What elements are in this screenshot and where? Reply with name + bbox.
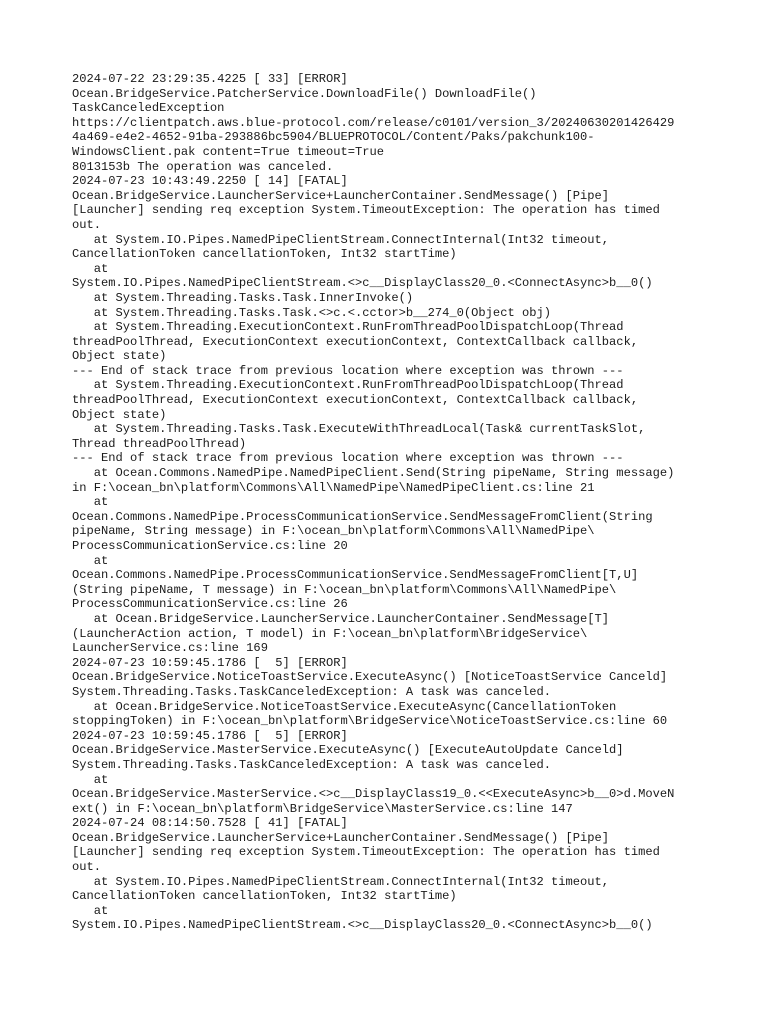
- log-line: in F:\ocean_bn\platform\Commons\All\NamedPipe\NamedPipeClient.cs:line 21: [72, 480, 595, 495]
- log-line: [Launcher] sending req exception System.TimeoutException: The operation has timed: [72, 203, 660, 218]
- log-line: at: [72, 772, 109, 787]
- log-line: Ocean.BridgeService.LauncherService+LauncherContainer.SendMessage() [Pipe]: [72, 830, 610, 845]
- log-line: out.: [72, 217, 102, 232]
- log-line: 2024-07-22 23:29:35.4225 [ 33] [ERROR]: [72, 72, 348, 86]
- log-line: Object state): [72, 349, 167, 364]
- log-line: at: [72, 903, 109, 918]
- log-line: System.Threading.Tasks.TaskCanceledException: A task was canceled.: [72, 684, 551, 699]
- log-line: at System.Threading.Tasks.Task.<>c.<.cctor>b__274_0(Object obj): [72, 305, 551, 320]
- log-line: Thread threadPoolThread): [72, 436, 247, 451]
- log-line: at: [72, 261, 109, 276]
- log-line: at Ocean.BridgeService.LauncherService.LauncherContainer.SendMessage[T]: [72, 611, 610, 626]
- log-line: Ocean.Commons.NamedPipe.ProcessCommunicationService.SendMessageFromClient[T,U]: [72, 568, 639, 583]
- log-line: TaskCanceledException: [72, 101, 225, 116]
- log-line: LauncherService.cs:line 169: [72, 641, 268, 656]
- log-line: 4a469-e4e2-4652-91ba-293886bc5904/BLUEPROTOCOL/Content/Paks/pakchunk100-: [72, 130, 595, 145]
- log-line: 2024-07-24 08:14:50.7528 [ 41] [FATAL]: [72, 816, 348, 831]
- log-line: (LauncherAction action, T model) in F:\ocean_bn\platform\BridgeService\: [72, 626, 588, 641]
- log-line: at: [72, 553, 109, 568]
- log-line: --- End of stack trace from previous location where exception was thrown ---: [72, 363, 624, 378]
- log-line: WindowsClient.pak content=True timeout=True: [72, 144, 385, 159]
- log-line: ProcessCommunicationService.cs:line 26: [72, 597, 348, 612]
- log-line: Object state): [72, 407, 167, 422]
- log-line: stoppingToken) in F:\ocean_bn\platform\BridgeService\NoticeToastService.cs:line 60: [72, 714, 668, 729]
- log-line: at System.Threading.ExecutionContext.RunFromThreadPoolDispatchLoop(Thread: [72, 320, 624, 335]
- log-line: at System.Threading.ExecutionContext.RunFromThreadPoolDispatchLoop(Thread: [72, 378, 624, 393]
- log-line: 2024-07-23 10:59:45.1786 [ 5] [ERROR]: [72, 728, 348, 743]
- log-line: Ocean.BridgeService.LauncherService+LauncherContainer.SendMessage() [Pipe]: [72, 188, 610, 203]
- log-line: CancellationToken cancellationToken, Int32 startTime): [72, 247, 457, 262]
- log-line: CancellationToken cancellationToken, Int32 startTime): [72, 889, 457, 904]
- log-line: Ocean.BridgeService.MasterService.<>c__DisplayClass19_0.<<ExecuteAsync>b__0>d.MoveN: [72, 787, 675, 802]
- log-line: at: [72, 495, 109, 510]
- log-line: System.Threading.Tasks.TaskCanceledException: A task was canceled.: [72, 757, 551, 772]
- log-line: 8013153b The operation was canceled.: [72, 159, 334, 174]
- log-line: ProcessCommunicationService.cs:line 20: [72, 539, 348, 553]
- log-text-body: [72, 72, 674, 933]
- log-line: 2024-07-23 10:59:45.1786 [ 5] [ERROR]: [72, 655, 348, 670]
- log-line: Ocean.BridgeService.PatcherService.DownloadFile() DownloadFile(): [72, 86, 537, 101]
- log-line: https://clientpatch.aws.blue-protocol.com/release/c0101/version_3/20240630201426429: [72, 115, 675, 130]
- log-line: at System.IO.Pipes.NamedPipeClientStream.ConnectInternal(Int32 timeout,: [72, 874, 610, 889]
- log-line: [Launcher] sending req exception System.TimeoutException: The operation has timed: [72, 845, 660, 860]
- log-line: (String pipeName, T message) in F:\ocean_bn\platform\Commons\All\NamedPipe\: [72, 582, 617, 597]
- log-line: 2024-07-23 10:43:49.2250 [ 14] [FATAL]: [72, 174, 348, 189]
- log-line: System.IO.Pipes.NamedPipeClientStream.<>c__DisplayClass20_0.<ConnectAsync>b__0(): [72, 276, 653, 291]
- log-line: Ocean.Commons.NamedPipe.ProcessCommunicationService.SendMessageFromClient(String: [72, 509, 653, 524]
- log-line: out.: [72, 860, 102, 875]
- log-line: threadPoolThread, ExecutionContext executionContext, ContextCallback callback,: [72, 393, 639, 408]
- log-line: --- End of stack trace from previous location where exception was thrown ---: [72, 451, 624, 466]
- log-line: pipeName, String message) in F:\ocean_bn\platform\Commons\All\NamedPipe\: [72, 524, 595, 539]
- log-line: Ocean.BridgeService.NoticeToastService.ExecuteAsync() [NoticeToastService Canceld]: [72, 670, 668, 685]
- log-line: at System.Threading.Tasks.Task.ExecuteWithThreadLocal(Task& currentTaskSlot,: [72, 422, 646, 437]
- log-line: at System.IO.Pipes.NamedPipeClientStream.ConnectInternal(Int32 timeout,: [72, 232, 610, 247]
- log-line: at Ocean.Commons.NamedPipe.NamedPipeClient.Send(String pipeName, String message): [72, 466, 675, 481]
- log-line: System.IO.Pipes.NamedPipeClientStream.<>c__DisplayClass20_0.<ConnectAsync>b__0(): [72, 918, 653, 933]
- log-line: at Ocean.BridgeService.NoticeToastService.ExecuteAsync(CancellationToken: [72, 699, 617, 714]
- log-line: threadPoolThread, ExecutionContext executionContext, ContextCallback callback,: [72, 334, 639, 349]
- log-line: ext() in F:\ocean_bn\platform\BridgeService\MasterService.cs:line 147: [72, 801, 573, 816]
- log-line: Ocean.BridgeService.MasterService.ExecuteAsync() [ExecuteAutoUpdate Canceld]: [72, 743, 624, 758]
- log-line: at System.Threading.Tasks.Task.InnerInvoke(): [72, 290, 414, 305]
